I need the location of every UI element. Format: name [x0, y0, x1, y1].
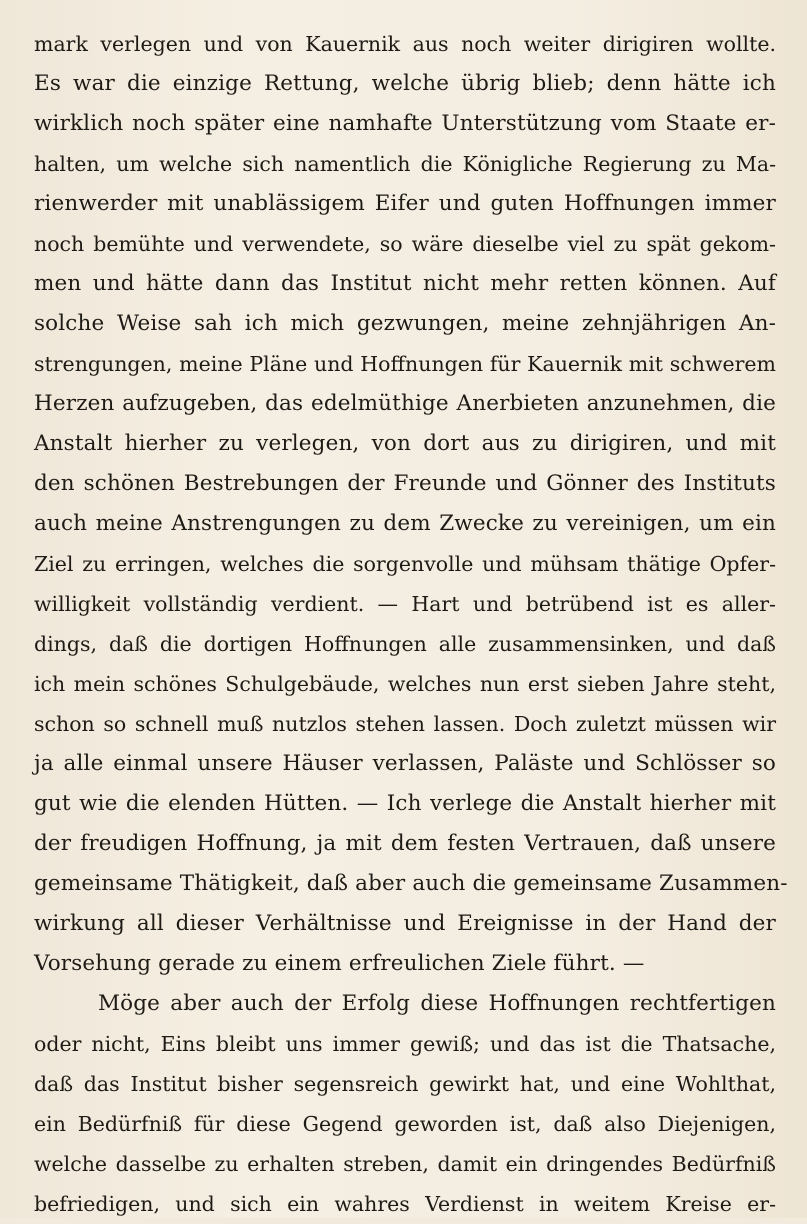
- text-line: men und hätte dann das Institut nicht mehr retten können. Auf: [34, 271, 776, 296]
- text-line: oder nicht, Eins bleibt uns immer gewiß; und das ist die Thatsache,: [34, 1032, 776, 1056]
- text-line: daß das Institut bisher segensreich gewirkt hat, und eine Wohlthat,: [34, 1072, 776, 1096]
- text-line: mark verlegen und von Kauernik aus noch weiter dirigiren wollte.: [34, 32, 776, 56]
- text-line: gut wie die elenden Hütten. — Ich verlege die Anstalt hierher mit: [34, 791, 776, 816]
- text-line: befriedigen, und sich ein wahres Verdienst in weitem Kreise er-: [34, 1192, 776, 1216]
- text-line: strengungen, meine Pläne und Hoffnungen für Kauernik mit schwerem: [34, 352, 776, 376]
- text-line: auch meine Anstrengungen zu dem Zwecke zu vereinigen, um ein: [34, 511, 776, 536]
- text-line: Vorsehung gerade zu einem erfreulichen Ziele führt. —: [34, 951, 645, 976]
- text-line: Ziel zu erringen, welches die sorgenvolle und mühsam thätige Opfer-: [34, 552, 776, 576]
- text-line: wirkung all dieser Verhältnisse und Ereignisse in der Hand der: [34, 911, 776, 936]
- text-line: ich mein schönes Schulgebäude, welches nun erst sieben Jahre steht,: [34, 672, 776, 696]
- text-line: den schönen Bestrebungen der Freunde und Gönner des Instituts: [34, 471, 776, 496]
- text-line: wirklich noch später eine namhafte Unterstützung vom Staate er-: [34, 111, 776, 136]
- text-line: Möge aber auch der Erfolg diese Hoffnungen rechtfertigen: [98, 991, 776, 1016]
- text-line: welche dasselbe zu erhalten streben, damit ein dringendes Bedürfniß: [34, 1152, 776, 1176]
- text-line: ja alle einmal unsere Häuser verlassen, Paläste und Schlösser so: [34, 751, 776, 776]
- text-line: ein Bedürfniß für diese Gegend geworden ist, daß also Diejenigen,: [34, 1112, 776, 1136]
- text-line: rienwerder mit unablässigem Eifer und guten Hoffnungen immer: [34, 191, 776, 216]
- text-line: halten, um welche sich namentlich die Königliche Regierung zu Ma-: [34, 152, 776, 176]
- text-line: solche Weise sah ich mich gezwungen, meine zehnjährigen An-: [34, 311, 776, 336]
- text-line: schon so schnell muß nutzlos stehen lassen. Doch zuletzt müssen wir: [34, 712, 776, 736]
- text-line: der freudigen Hoffnung, ja mit dem festen Vertrauen, daß unsere: [34, 831, 776, 856]
- text-line: willigkeit vollständig verdient. — Hart und betrübend ist es aller-: [34, 592, 776, 616]
- text-line: Anstalt hierher zu verlegen, von dort aus zu dirigiren, und mit: [34, 431, 776, 456]
- text-line: Es war die einzige Rettung, welche übrig blieb; denn hätte ich: [34, 71, 776, 96]
- text-line: noch bemühte und verwendete, so wäre dieselbe viel zu spät gekom-: [34, 232, 776, 256]
- page-text: [34, 24, 788, 1224]
- text-line: Herzen aufzugeben, das edelmüthige Anerbieten anzunehmen, die: [34, 391, 776, 416]
- text-line: dings, daß die dortigen Hoffnungen alle zusammensinken, und daß: [34, 632, 776, 656]
- text-line: gemeinsame Thätigkeit, daß aber auch die gemeinsame Zusammen-: [34, 871, 788, 896]
